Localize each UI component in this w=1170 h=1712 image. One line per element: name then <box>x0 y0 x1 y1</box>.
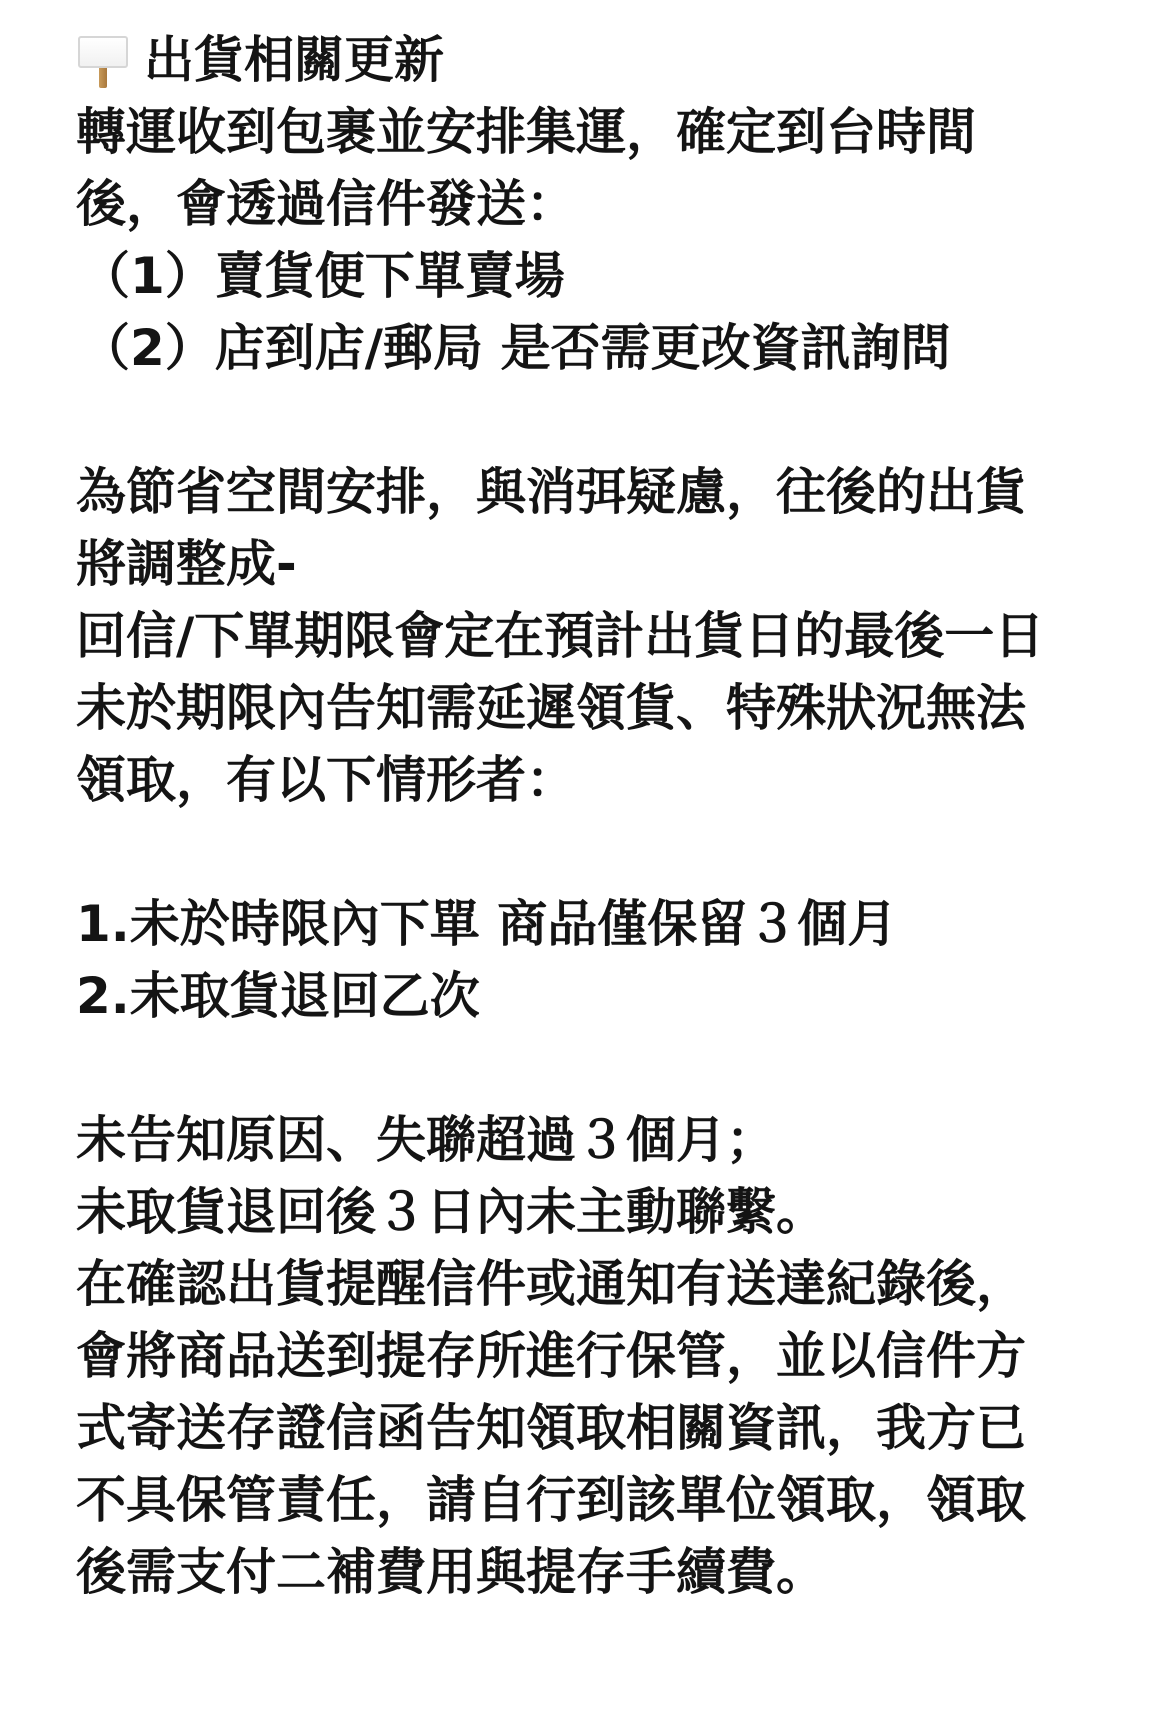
adjustment-line: 領取，有以下情形者： <box>76 751 576 809</box>
case-item: 2.未取貨退回乙次 <box>76 967 480 1025</box>
adjustment-line: 將調整成- <box>76 535 297 593</box>
case-item: 1.未於時限內下單 商品僅保留３個月 <box>76 895 898 953</box>
adjustment-line: 未於期限內告知需延遲領貨、特殊狀況無法 <box>76 679 1026 737</box>
shipping-update-note <box>76 24 1136 1608</box>
conclusion-line: 不具保管責任，請自行到該單位領取，領取 <box>76 1471 1026 1529</box>
conclusion-line: 未告知原因、失聯超過３個月； <box>76 1111 776 1169</box>
conclusion-line: 會將商品送到提存所進行保管，並以信件方 <box>76 1327 1026 1385</box>
list-item: （2）店到店/郵局 是否需更改資訊詢問 <box>80 319 951 377</box>
adjustment-line: 為節省空間安排，與消弭疑慮，往後的出貨 <box>76 463 1026 521</box>
conclusion-line: 在確認出貨提醒信件或通知有送達紀錄後， <box>76 1255 1026 1313</box>
note-title-text: 出貨相關更新 <box>144 31 444 89</box>
note-title <box>76 24 1136 96</box>
list-item: （1）賣貨便下單賣場 <box>80 247 565 305</box>
intro-line: 後，會透過信件發送： <box>76 175 576 233</box>
conclusion-line: 後需支付二補費用與提存手續費。 <box>76 1543 826 1601</box>
intro-line: 轉運收到包裹並安排集運，確定到台時間 <box>76 103 976 161</box>
conclusion-line: 未取貨退回後３日內未主動聯繫。 <box>76 1183 826 1241</box>
blank-line <box>76 1032 1136 1104</box>
adjustment-line: 回信/下單期限會定在預計出貨日的最後一日 <box>76 607 1045 665</box>
blank-line <box>76 816 1136 888</box>
conclusion-line: 式寄送存證信函告知領取相關資訊，我方已 <box>76 1399 1026 1457</box>
placard-icon <box>76 30 132 90</box>
blank-line <box>76 384 1136 456</box>
